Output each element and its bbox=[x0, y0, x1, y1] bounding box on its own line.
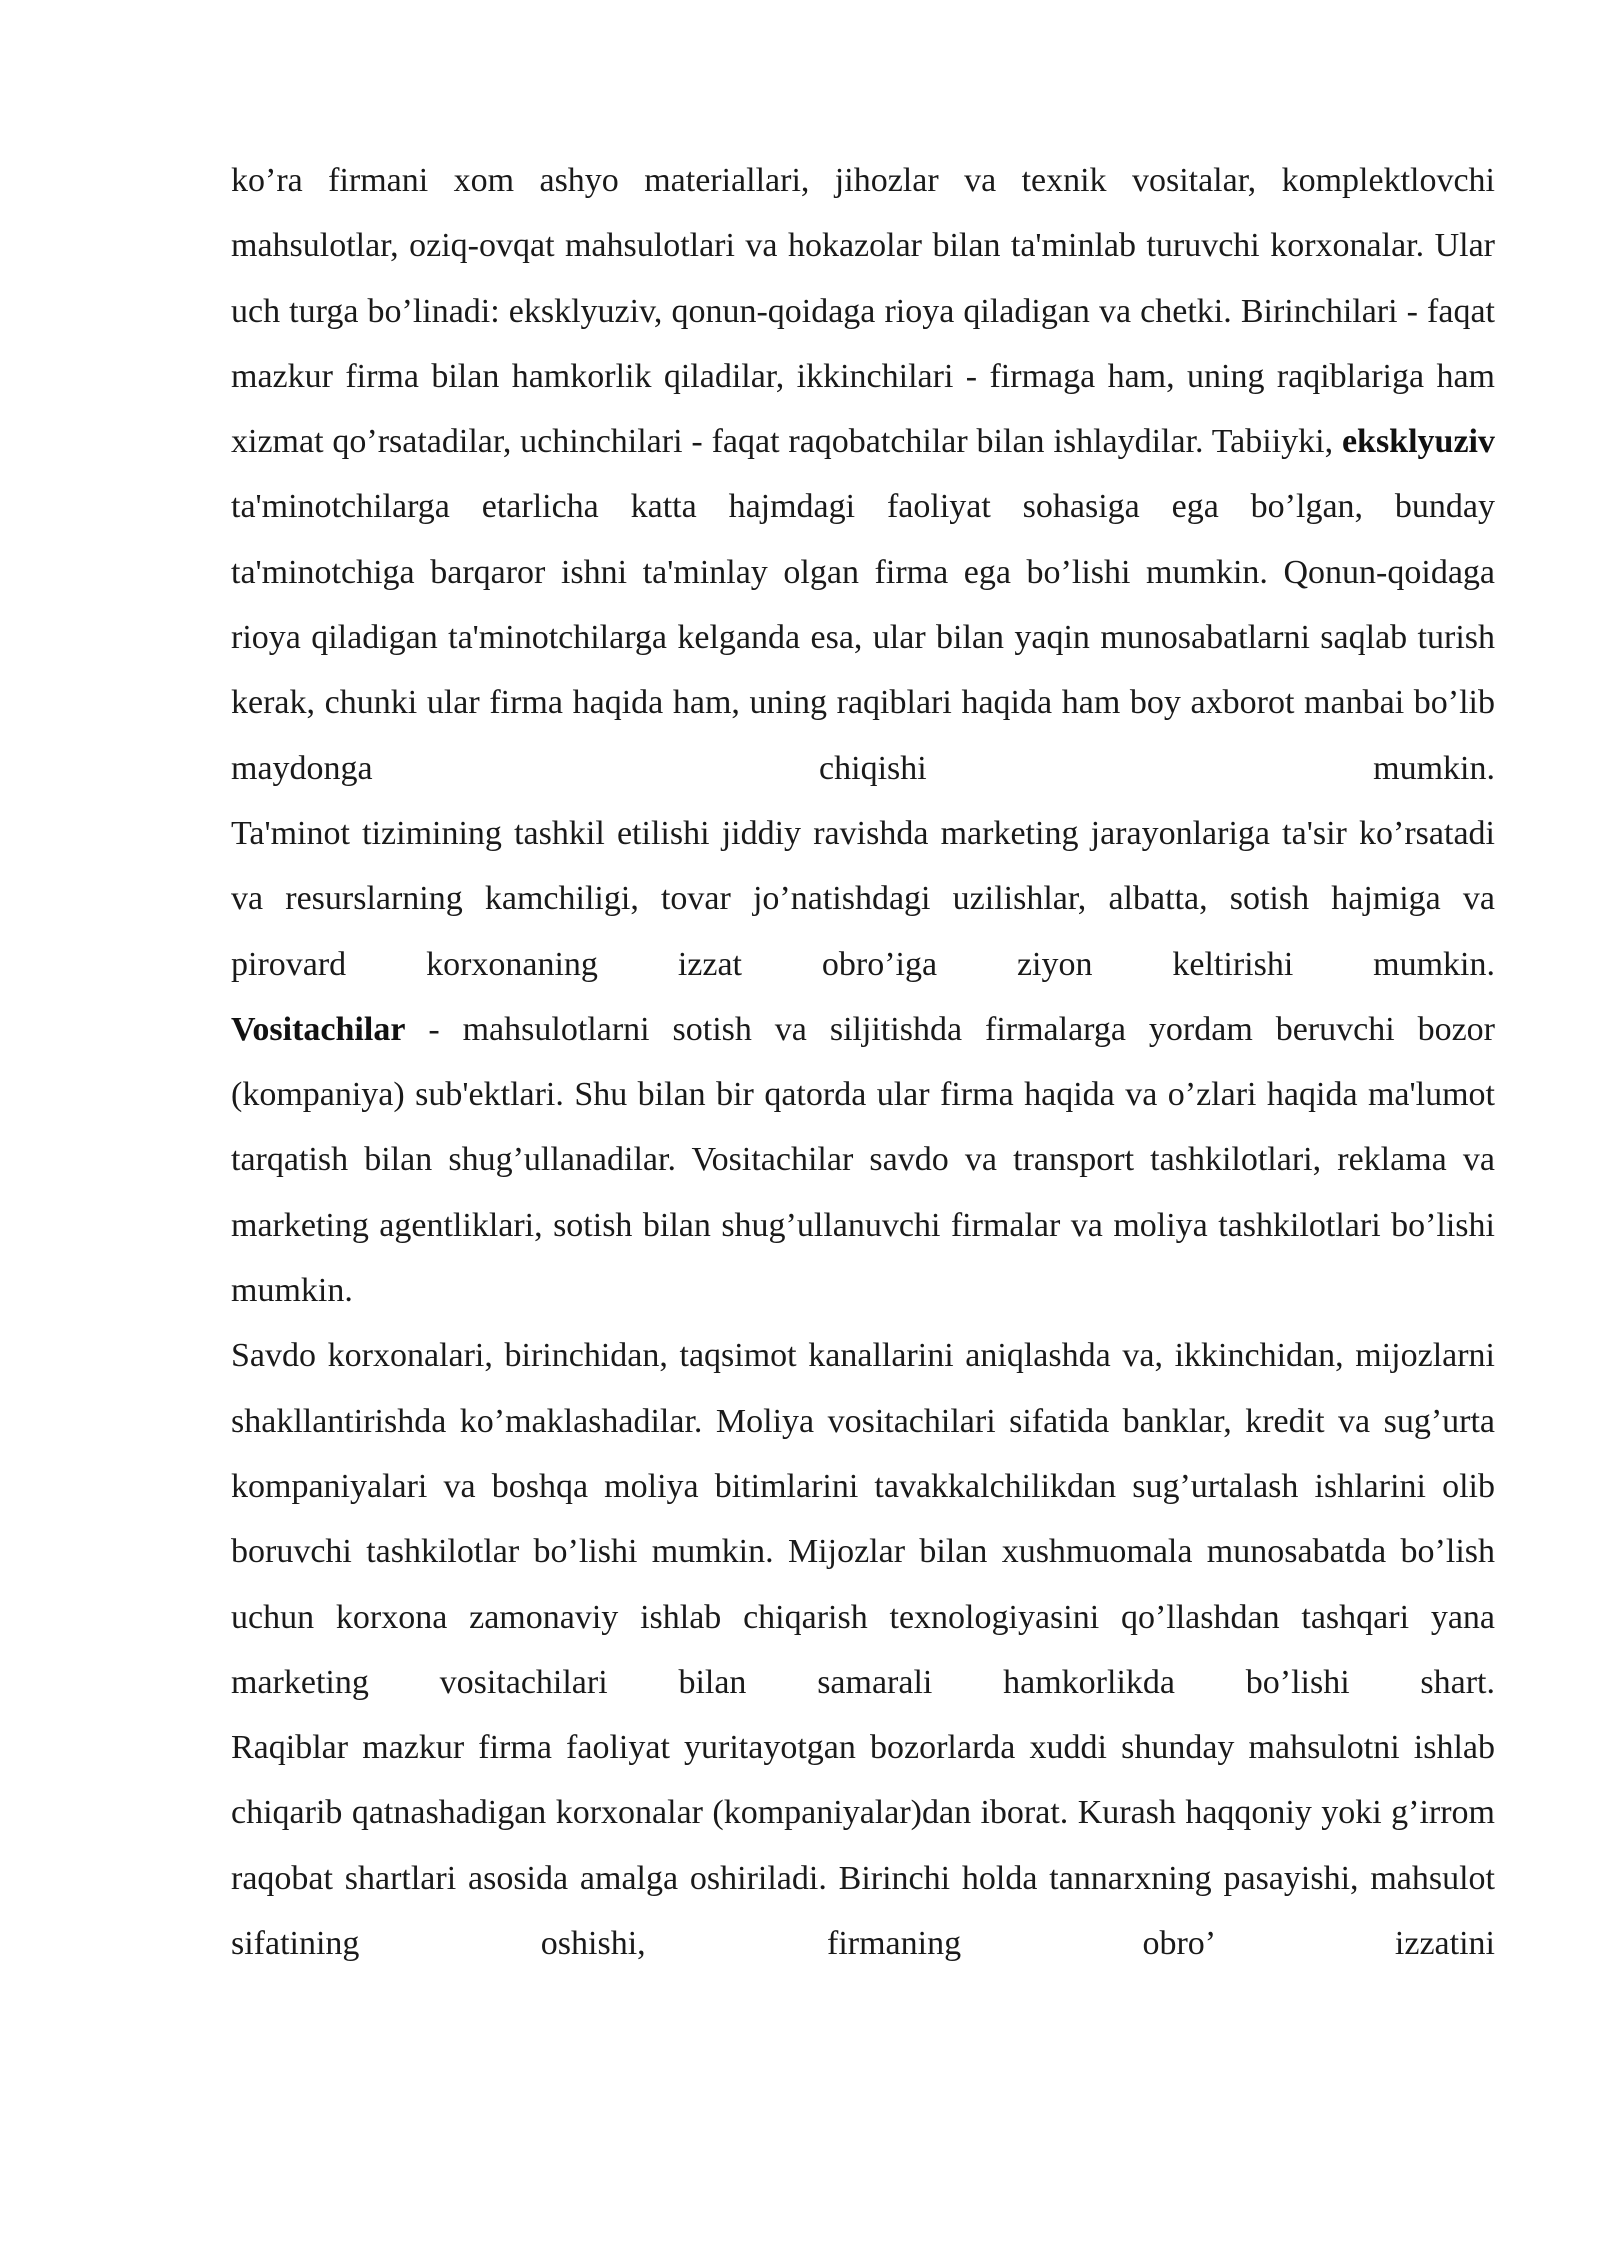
paragraph-text: Ta'minot tizimining tashkil etilishi jiddiy ravishda marketing jarayonlariga ta'sir ko’rsatadi va resurslarning kamchiligi, tovar jo’natishdagi uzilishlar, albatta, sotish hajmiga va pirovard korxonaning izzat obro’iga ziyon keltirishi mumkin. bbox=[231, 814, 1495, 983]
document-body bbox=[231, 148, 1495, 1976]
paragraph-trade-enterprises bbox=[231, 1323, 1495, 1715]
paragraph-suppliers bbox=[231, 148, 1495, 801]
paragraph-intermediaries bbox=[231, 997, 1495, 1323]
paragraph-text: Raqiblar mazkur firma faoliyat yuritayotgan bozorlarda xuddi shunday mahsulotni ishlab chiqarib qatnashadigan korxonalar (kompaniyalar)dan iborat. Kurash haqqoniy yoki g’irrom raqobat shartlari asosida amalga oshiriladi. Birinchi holda tannarxning pasayishi, mahsulot sifatining oshishi, firmaning obro’ izzatini bbox=[231, 1729, 1495, 1963]
paragraph-text: ta'minotchilarga etarlicha katta hajmdagi faoliyat sohasiga ega bo’lgan, bunday ta'minotchiga barqaror ishni ta'minlay olgan firma ega bo’lishi mumkin. Qonun-qoidaga rioya qiladigan ta'minotchilarga kelganda esa, ular bilan yaqin munosabatlarni saqlab turish kerak, chunki ular firma haqida ham, uning raqiblari haqida ham boy axborot manbai bo’lib maydonga chiqishi mumkin. bbox=[231, 488, 1495, 787]
paragraph-text: Savdo korxonalari, birinchidan, taqsimot kanallarini aniqlashda va, ikkinchidan, mijozlarni shakllantirishda ko’maklashadilar. Moliya vositachilari sifatida banklar, kredit va sug’urta kompaniyalari va boshqa moliya bitimlarini tavakkalchilikdan sug’urtalash ishlarini olib boruvchi tashkilotlar bo’lishi mumkin. Mijozlar bilan xushmuomala munosabatda bo’lish uchun korxona zamonaviy ishlab chiqarish texnologiyasini qo’llashdan tashqari yana marketing vositachilari bilan samarali hamkorlikda bo’lishi shart. bbox=[231, 1337, 1495, 1701]
bold-term-intermediaries: Vositachilar bbox=[231, 1010, 406, 1048]
paragraph-text: ko’ra firmani xom ashyo materiallari, jihozlar va texnik vositalar, komplektlovchi mahsulotlar, oziq-ovqat mahsulotlari va hokazolar bilan ta'minlab turuvchi korxonalar. Ular uch turga bo’linadi: eksklyuziv, qonun-qoidaga rioya qiladigan va chetki. Birinchilari - faqat mazkur firma bilan hamkorlik qiladilar, ikkinchilari - firmaga ham, uning raqiblariga ham xizmat qo’rsatadilar, uchinchilari - faqat raqobatchilar bilan ishlaydilar. Tabiiyki, bbox=[231, 162, 1495, 461]
paragraph-competitors bbox=[231, 1715, 1495, 1976]
bold-term-exclusive: eksklyuziv bbox=[1341, 423, 1495, 461]
paragraph-text: - mahsulotlarni sotish va siljitishda firmalarga yordam beruvchi bozor (kompaniya) sub'ektlari. Shu bilan bir qatorda ular firma haqida va o’zlari haqida ma'lumot tarqatish bilan shug’ullanadilar. Vositachilar savdo va transport tashkilotlari, reklama va marketing agentliklari, sotish bilan shug’ullanuvchi firmalar va moliya tashkilotlari bo’lishi mumkin. bbox=[231, 1010, 1495, 1310]
paragraph-supply-system bbox=[231, 801, 1495, 997]
